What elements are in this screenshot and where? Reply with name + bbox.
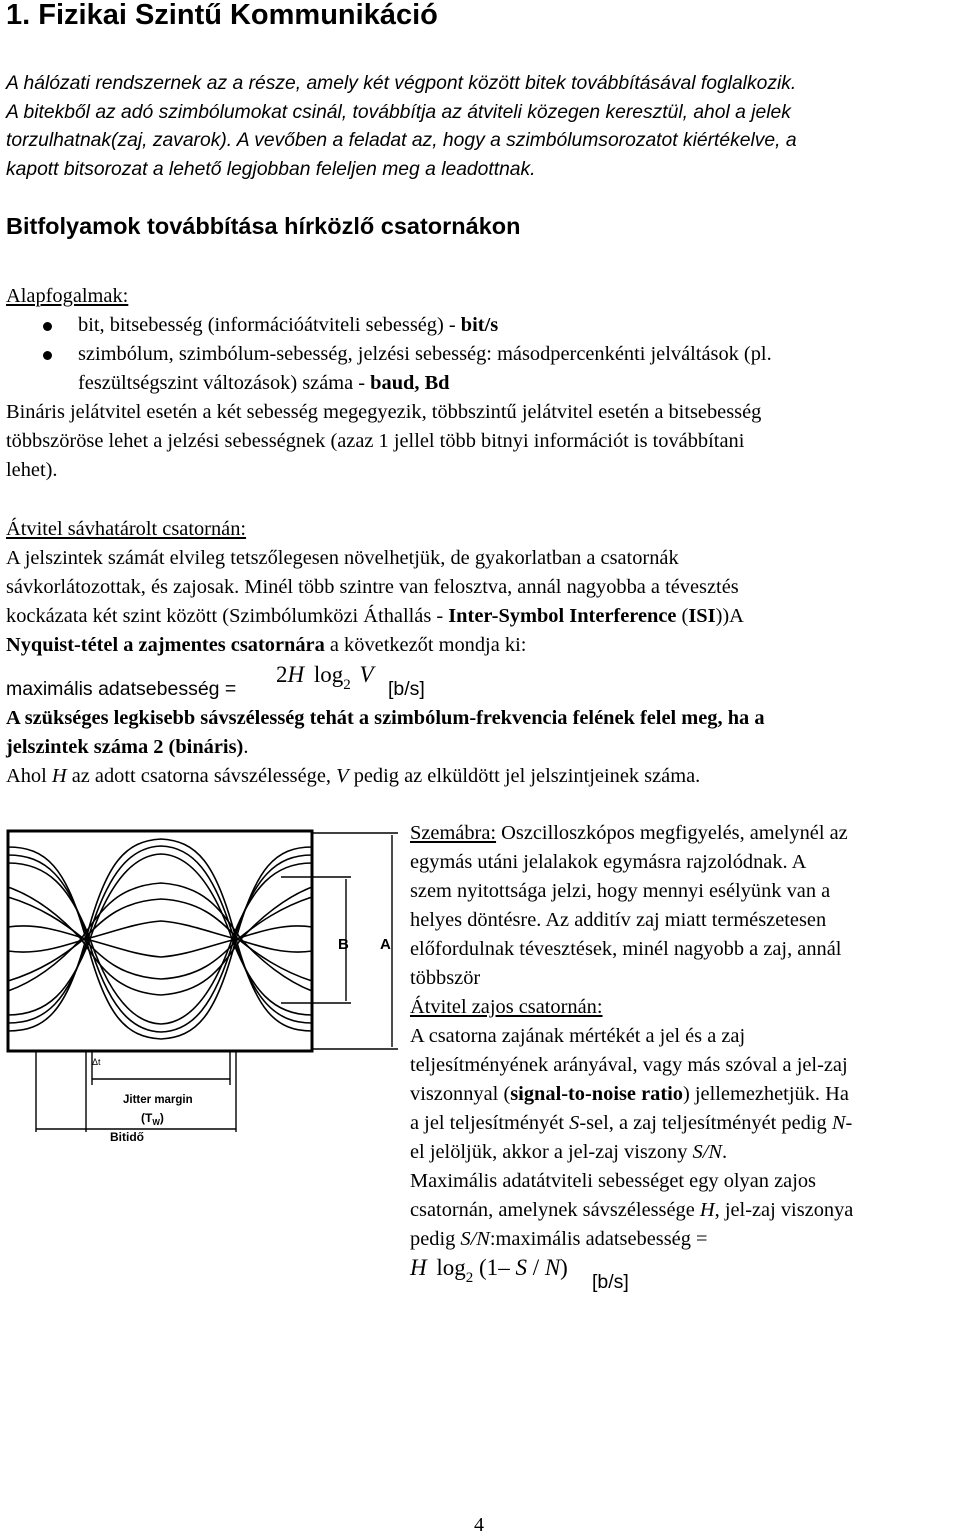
eye-text: Oszcilloszkópos megfigyelés, amelynél az <box>496 822 848 844</box>
eye-diagram <box>6 827 402 1142</box>
var-n: N <box>831 1112 846 1134</box>
text: el jelöljük, akkor a jel-zaj viszony <box>410 1141 693 1163</box>
text: pedig <box>410 1228 461 1250</box>
text: -sel, a zaj teljesítményét pedig <box>579 1112 832 1134</box>
intro-paragraph <box>6 70 946 185</box>
page-number: 4 <box>474 1514 484 1536</box>
formula-n: N <box>544 1255 561 1280</box>
noisy-line: teljesítményének arányával, vagy más szóval a jel-zaj <box>410 1054 848 1076</box>
noisy-line <box>410 1109 852 1138</box>
eye-line <box>410 819 848 848</box>
chapter-number: 1. <box>6 0 31 31</box>
formula-s: S <box>515 1255 527 1280</box>
eye-term: Szemábra: <box>410 822 497 844</box>
noisy-title: Átvitel zajos csatornán: <box>410 996 603 1018</box>
nyquist-bold: Nyquist-tétel a zajmentes csatornára <box>6 634 325 656</box>
band-line: A jelszintek számát elvileg tetszőlegesen növelhetjük, de gyakorlatban a csatornák <box>6 547 679 569</box>
intro-line: torzulhatnak(zaj, zavarok). A vevőben a feladat az, hogy a szimbólumsorozatot kiértékelve, a <box>6 130 797 152</box>
ahol-line <box>6 762 700 791</box>
eye-line: egymás utáni jelalakok egymásra rajzolódnak. A <box>410 851 807 873</box>
noisy-line <box>410 1138 727 1167</box>
max-line <box>410 1196 853 1225</box>
bullet-item-symbol-line1: szimbólum, szimbólum-sebesség, jelzési sebesség: másodpercenkénti jelváltások (pl. <box>78 343 772 365</box>
eye-frame <box>8 831 312 1051</box>
noisy-line: A csatorna zajának mértékét a jel és a zaj <box>410 1025 746 1047</box>
text: a jel teljesítményét <box>410 1112 570 1134</box>
text: ( <box>676 605 689 627</box>
var-sn: S/N <box>692 1141 723 1163</box>
label-dt: Δt <box>92 1057 101 1067</box>
text: - <box>845 1112 853 1134</box>
formula-v: V <box>359 662 374 687</box>
band-title: Átvitel sávhatárolt csatornán: <box>6 518 247 540</box>
band-line: sávkorlátozottak, és zajosak. Minél több szintre van felosztva, annál nagyobba a tévesztés <box>6 576 739 598</box>
formula-log: log <box>436 1255 466 1280</box>
bold-line: A szükséges legkisebb sávszélesség tehát a szimbólum-frekvencia felének felel meg, ha a <box>6 707 765 729</box>
noisy-line-snr <box>410 1080 849 1109</box>
bullet-text: bit, bitsebesség (információátviteli sebesség) - <box>78 314 461 336</box>
text: a következőt mondja ki: <box>324 634 527 656</box>
text: viszonnyal ( <box>410 1083 511 1105</box>
eye-line: többször <box>410 967 481 989</box>
text: :maximális adatsebesség = <box>489 1228 708 1250</box>
eye-line: helyes döntésre. Az additív zaj miatt természetesen <box>410 909 827 931</box>
formula-unit: [b/s] <box>388 678 425 700</box>
band-line-isi <box>6 602 744 631</box>
eye-traces <box>8 839 312 1039</box>
text: . <box>243 736 249 758</box>
binary-line: többszöröse lehet a jelzési sebességnek (azaz 1 jellel több bitnyi információt is továbbítani <box>6 430 745 452</box>
max-line <box>410 1225 708 1254</box>
bold-line-2 <box>6 733 248 762</box>
nyquist-formula <box>276 661 374 693</box>
basics-label: Alapfogalmak: <box>6 285 129 307</box>
intro-line: A bitekből az adó szimbólumokat csinál, továbbítja az átviteli közegen keresztül, ahol a jelek <box>6 101 791 123</box>
section-title: Bitfolyamok továbbítása hírközlő csatornákon <box>6 213 521 239</box>
text: pedig az elküldött jel jelszintjeinek száma. <box>348 765 701 787</box>
bold-text: jelszintek száma 2 (bináris) <box>6 736 244 758</box>
bullet-dot <box>43 322 52 331</box>
formula-h: H <box>410 1255 427 1280</box>
formula-close: ) <box>560 1255 568 1280</box>
text: Ahol <box>6 765 52 787</box>
label-b: B <box>338 936 349 953</box>
shannon-formula <box>410 1254 568 1286</box>
formula-open: (1 <box>479 1255 499 1280</box>
text: ))A <box>715 605 744 627</box>
bit-time-label: Bitidő <box>110 1130 144 1142</box>
bullet-text: feszültségszint változások) száma - <box>78 372 371 394</box>
intro-line: A hálózati rendszernek az a része, amely két végpont között bitek továbbításával foglalkozik. <box>6 73 797 94</box>
eye-line: előfordulnak tévesztések, minél nagyobb a zaj, annál <box>410 938 842 960</box>
bold-text: Inter-Symbol Interference <box>448 605 677 627</box>
binary-line: Bináris jelátvitel esetén a két sebesség megegyezik, többszintű jelátvitel esetén a bitsebesség <box>6 401 762 423</box>
text: az adott csatorna sávszélessége, <box>66 765 337 787</box>
formula-h: H <box>287 662 305 687</box>
label-a: A <box>380 936 391 953</box>
dimension-lines <box>36 833 398 1132</box>
var-h: H <box>699 1199 715 1221</box>
var-sn: S/N <box>460 1228 490 1250</box>
chapter-heading <box>6 0 438 34</box>
text: ) jellemezhetjük. Ha <box>682 1083 849 1105</box>
bullet-dot <box>43 351 52 360</box>
bullet-item-bit <box>78 311 498 340</box>
text: . <box>722 1141 728 1163</box>
var-h: H <box>51 765 67 787</box>
formula-log: log <box>313 662 344 687</box>
formula2-unit: [b/s] <box>592 1271 629 1293</box>
formula-coef: 2 <box>276 662 288 687</box>
bullet-bold: baud, Bd <box>370 372 450 394</box>
binary-line: lehet). <box>6 459 58 481</box>
max-line: Maximális adatátviteli sebességet egy olyan zajos <box>410 1170 816 1192</box>
chapter-title: Fizikai Szintű Kommunikáció <box>38 0 438 31</box>
text: kockázata két szint között (Szimbólumközi Áthallás - <box>6 605 449 627</box>
intro-line: kapott bitsorozat a lehető legjobban feleljen meg a leadottnak. <box>6 159 536 181</box>
text: , jel-zaj viszonya <box>714 1199 854 1221</box>
formula-slash: / <box>532 1255 540 1280</box>
var-s: S <box>569 1112 580 1134</box>
jitter-label: Jitter margin <box>123 1094 193 1106</box>
eye-line: szem nyitottsága jelzi, hogy mennyi esélyünk van a <box>410 880 831 902</box>
nyquist-line <box>6 631 526 660</box>
max-rate-label: maximális adatsebesség = <box>6 678 237 700</box>
var-v: V <box>336 765 349 787</box>
bullet-bold: bit/s <box>460 314 499 336</box>
formula-sub: 2 <box>343 677 351 693</box>
bold-text: ISI <box>688 605 716 627</box>
formula-minus: – <box>498 1255 510 1280</box>
bullet-item-symbol-line2 <box>78 369 450 398</box>
tw-label: $(T_W)$ <box>141 1111 164 1127</box>
bold-text: signal-to-noise ratio <box>510 1083 683 1105</box>
formula-sub: 2 <box>465 1270 474 1286</box>
text: csatornán, amelynek sávszélessége <box>410 1199 700 1221</box>
